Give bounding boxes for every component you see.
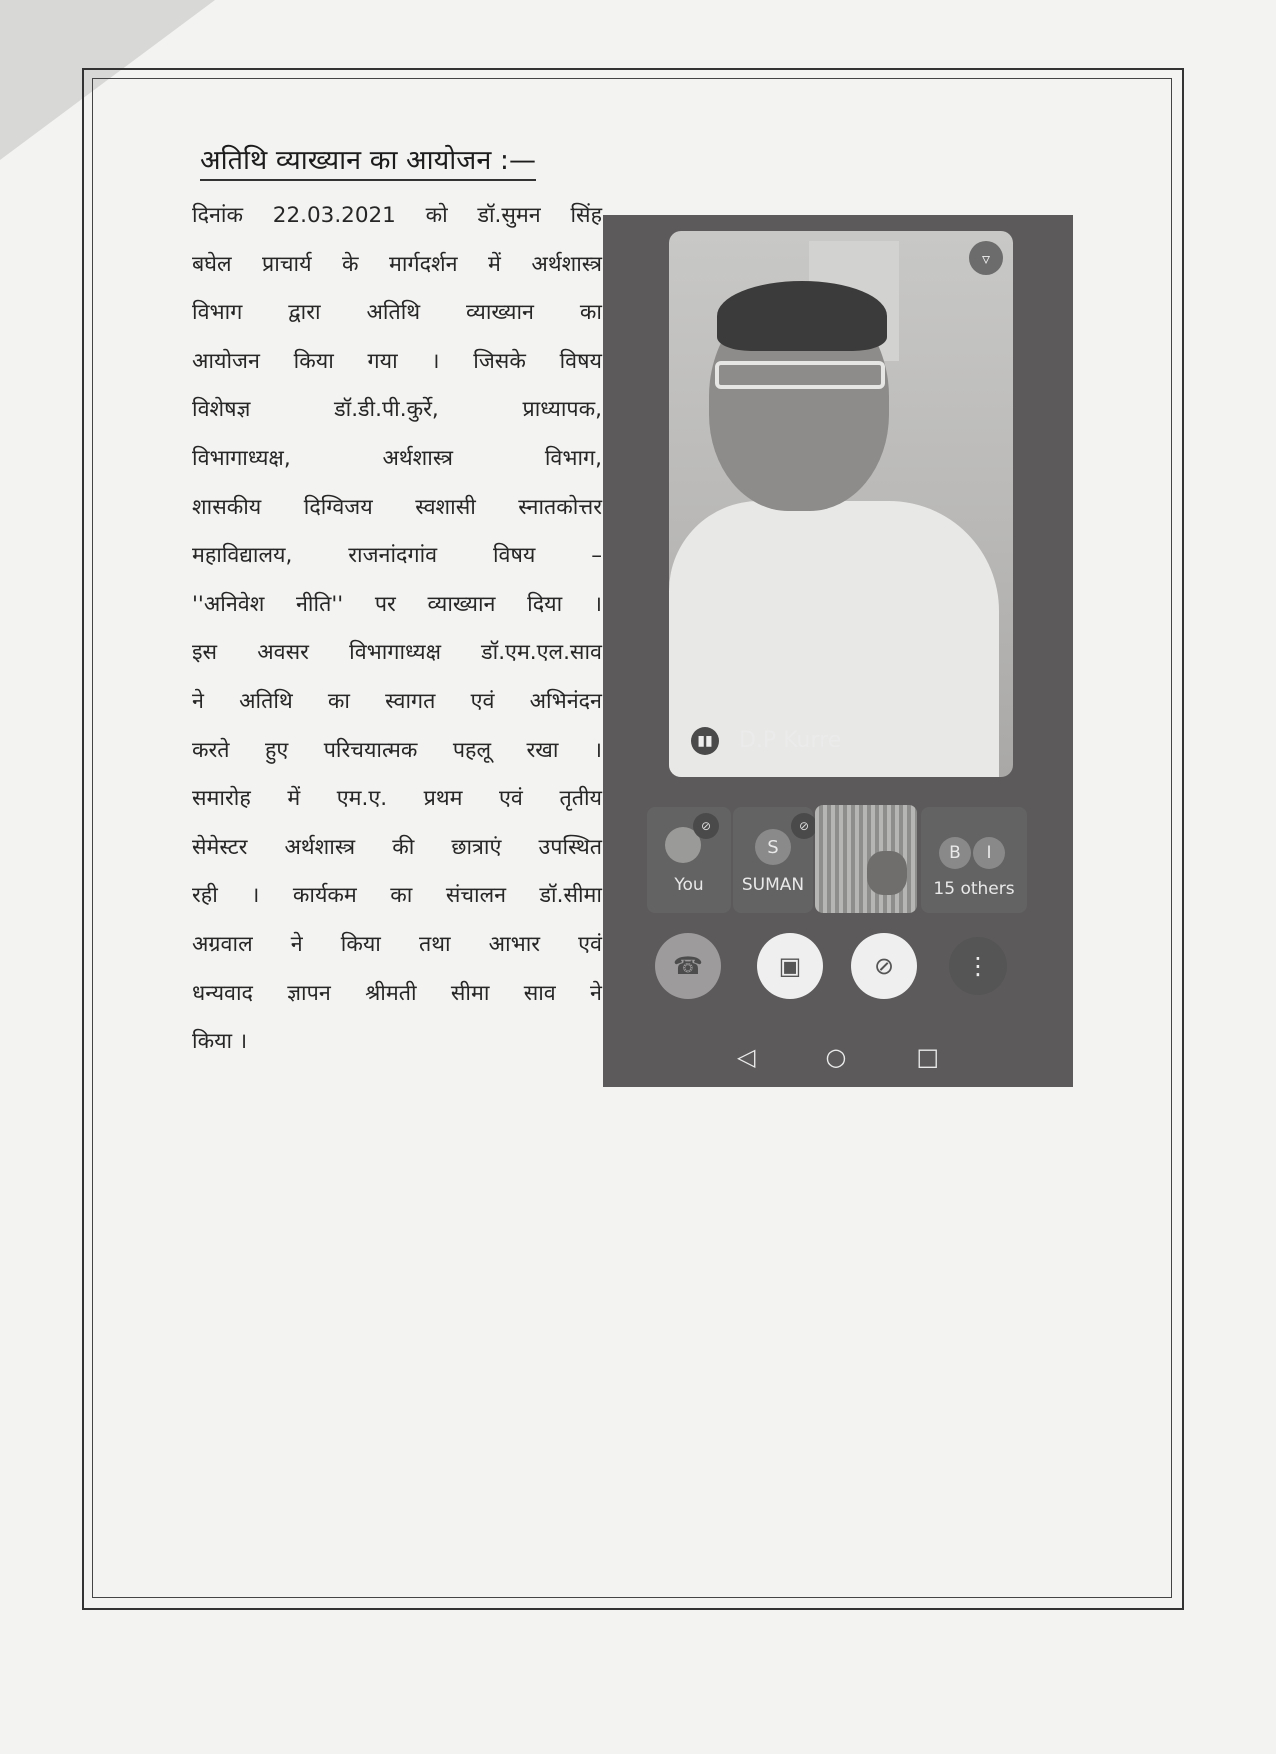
participant-tile-you[interactable] xyxy=(647,807,731,913)
paragraph-line: किया । xyxy=(192,1029,248,1055)
others-avatar-i: I xyxy=(973,837,1005,869)
participant-tile-others[interactable] xyxy=(921,807,1027,913)
audio-level-icon: ▮▮ xyxy=(691,727,719,755)
paragraph-line: विभाग द्वारा अतिथि व्याख्यान का xyxy=(192,300,602,326)
paragraph-line: ने अतिथि का स्वागत एवं अभिनंदन xyxy=(192,688,602,714)
participant-label-you: You xyxy=(674,875,704,895)
paragraph-line: करते हुए परिचयात्मक पहलू रखा । xyxy=(192,737,602,763)
android-nav-bar xyxy=(603,1039,1073,1075)
back-icon[interactable]: ◁ xyxy=(736,1043,756,1071)
paragraph-line: विभागाध्यक्ष, अर्थशास्त्र विभाग, xyxy=(192,445,602,471)
speaker-name-label: D.P Kurre xyxy=(739,728,842,753)
participant-label-suman: SUMAN xyxy=(741,875,805,895)
paragraph-line: समारोह में एम.ए. प्रथम एवं तृतीय xyxy=(192,786,602,812)
paragraph-line: सेमेस्टर अर्थशास्त्र की छात्राएं उपस्थित xyxy=(192,834,602,860)
paragraph-line: इस अवसर विभागाध्यक्ष डॉ.एम.एल.साव xyxy=(192,640,602,666)
participant-camera-tile[interactable] xyxy=(815,805,917,913)
paragraph-line: दिनांक 22.03.2021 को डॉ.सुमन सिंह xyxy=(192,203,602,228)
paragraph-line: रही । कार्यकम का संचालन डॉ.सीमा xyxy=(192,883,602,909)
paragraph-line: धन्यवाद ज्ञापन श्रीमती सीमा साव ने xyxy=(192,980,602,1006)
paragraph-line: बघेल प्राचार्य के मार्गदर्शन में अर्थशास्त्र xyxy=(192,251,602,277)
recents-icon[interactable]: □ xyxy=(916,1043,940,1071)
pin-icon[interactable]: ▿ xyxy=(969,241,1003,275)
participant-face xyxy=(867,851,907,895)
suman-avatar: S xyxy=(755,829,791,865)
end-call-button[interactable]: ☎ xyxy=(655,933,721,999)
camera-off-button[interactable]: ▣ xyxy=(757,933,823,999)
speaker-glasses xyxy=(715,361,885,389)
others-avatar-b: B xyxy=(939,837,971,869)
participant-label-others: 15 others xyxy=(933,879,1015,899)
mic-off-button[interactable]: ⊘ xyxy=(851,933,917,999)
paragraph-line: अग्रवाल ने किया तथा आभार एवं xyxy=(192,931,602,957)
participant-tile-suman[interactable] xyxy=(733,807,813,913)
mic-off-icon: ⊘ xyxy=(693,813,719,839)
paragraph-line: महाविद्यालय, राजनांदगांव विषय – xyxy=(192,543,602,569)
paragraph-line: ''अनिवेश नीति'' पर व्याख्यान दिया । xyxy=(192,591,602,617)
more-options-button[interactable]: ⋮ xyxy=(949,937,1007,995)
video-call-screenshot xyxy=(603,215,1073,1087)
paragraph-line: आयोजन किया गया । जिसके विषय xyxy=(192,348,602,374)
mic-off-icon: ⊘ xyxy=(791,813,817,839)
main-speaker-tile xyxy=(669,231,1013,777)
home-icon[interactable]: ○ xyxy=(825,1043,847,1071)
report-paragraph xyxy=(192,192,602,1067)
section-heading: अतिथि व्याख्यान का आयोजन :— xyxy=(200,140,536,181)
paragraph-line: शासकीय दिग्विजय स्वशासी स्नातकोत्तर xyxy=(192,494,602,520)
speaker-hair xyxy=(717,281,887,351)
paragraph-line: विशेषज्ञ डॉ.डी.पी.कुर्रे, प्राध्यापक, xyxy=(192,397,602,423)
